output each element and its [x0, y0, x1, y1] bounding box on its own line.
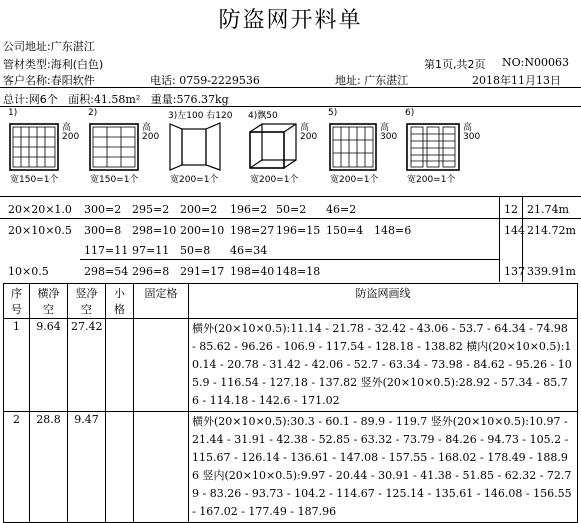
net-grid-drawing — [328, 110, 406, 180]
cut-item: 117=11 — [84, 244, 129, 257]
cut-item: 200=10 — [180, 224, 225, 237]
material-count: 12 — [504, 203, 518, 216]
summary-line — [3, 91, 229, 107]
v-clearance: 9.47 — [68, 412, 106, 523]
figure-caption: 宽200=1个 — [250, 175, 299, 185]
cut-item: 300=8 — [84, 224, 122, 237]
material-label: 管材类型: — [3, 58, 51, 71]
cut-item: 296=8 — [132, 265, 170, 278]
order-date: 2018年11月13日 — [472, 74, 561, 87]
customer-phone — [150, 72, 260, 88]
cut-item: 200=2 — [180, 203, 218, 216]
net-figure-2 — [88, 108, 166, 185]
order-number: NO:N00063 — [502, 56, 569, 69]
weight-label: 重量: — [150, 93, 177, 106]
cut-item: 298=54 — [84, 265, 129, 278]
column-header: 序号 — [4, 284, 30, 319]
cut-item: 97=11 — [132, 244, 170, 257]
cut-item: 196=15 — [276, 224, 321, 237]
figure-extra: 左100 右120 — [177, 111, 233, 121]
column-header: 小格 — [106, 284, 134, 319]
figure-number-text: 4) — [248, 111, 258, 121]
figure-height: 高200 — [62, 123, 80, 142]
net-figure-1 — [8, 108, 86, 185]
net-grid-drawing — [405, 110, 485, 180]
cut-item: 298=10 — [132, 224, 177, 237]
divider — [80, 259, 500, 260]
net-figure-3 — [168, 110, 246, 185]
address-label: 公司地址: — [3, 40, 51, 53]
figure-caption: 宽200=1个 — [170, 175, 219, 185]
figure-height: 高300 — [463, 123, 481, 142]
row-number: 1 — [4, 319, 30, 412]
material-length: 339.91m — [527, 265, 576, 278]
area-label: 面积: — [68, 93, 94, 106]
material-length: 214.72m — [527, 224, 576, 237]
address-value: 广东湛江 — [50, 40, 95, 53]
table-row — [4, 412, 578, 523]
customer-address — [335, 72, 408, 88]
net-bay-drawing — [168, 110, 246, 180]
area-value: 41.58m² — [93, 93, 141, 106]
figure-extra: 飘50 — [257, 111, 278, 121]
cut-item: 198=40 — [230, 265, 275, 278]
document-title: 防盗网开料单 — [218, 8, 363, 33]
net-figure-6 — [405, 108, 485, 185]
figure-height: 高200 — [142, 123, 160, 142]
addr2-label: 地址: — [335, 74, 361, 87]
figure-height: 高300 — [380, 123, 398, 142]
cut-item: 50=8 — [180, 244, 211, 257]
figure-number: 6) — [405, 108, 415, 118]
h-clearance: 9.64 — [30, 319, 68, 412]
phone-label: 电话: — [150, 74, 176, 87]
customer-label: 客户名称: — [3, 74, 51, 87]
divider — [0, 106, 581, 107]
column-header: 固定格 — [134, 284, 189, 319]
divider — [0, 196, 581, 197]
customer-value: 春阳软件 — [50, 74, 95, 87]
figure-caption: 宽150=1个 — [10, 175, 59, 185]
cut-item: 198=27 — [230, 224, 275, 237]
column-header: 防盗网画线 — [189, 284, 578, 319]
column-divider — [499, 196, 500, 282]
total-label: 总计: — [3, 93, 29, 106]
material-value: 海利(白色) — [50, 58, 104, 71]
customer-name — [3, 72, 95, 88]
cut-detail-table — [3, 283, 578, 523]
h-clearance: 28.8 — [30, 412, 68, 523]
cut-item: 300=2 — [84, 203, 122, 216]
figure-number: 1) — [8, 108, 18, 118]
cut-item: 148=18 — [276, 265, 321, 278]
table-header-row — [4, 284, 578, 319]
weight-value: 576.37kg — [176, 93, 229, 106]
figure-height: 高200 — [300, 123, 318, 142]
divider — [0, 218, 581, 219]
company-address — [3, 38, 95, 54]
small-grid — [106, 412, 134, 523]
fixed-grid — [134, 412, 189, 523]
net-grid-drawing — [8, 110, 86, 180]
column-header: 横净空 — [30, 284, 68, 319]
material-length: 21.74m — [527, 203, 569, 216]
figure-caption: 宽150=1个 — [90, 175, 139, 185]
cut-item: 196=2 — [230, 203, 268, 216]
v-clearance: 27.42 — [68, 319, 106, 412]
addr2-value: 广东湛江 — [364, 74, 409, 87]
phone-value: 0759-2229536 — [179, 74, 260, 87]
net-grid-drawing — [88, 110, 166, 180]
material-count: 137 — [504, 265, 525, 278]
figure-number: 2) — [88, 108, 98, 118]
material-spec: 10×0.5 — [8, 265, 49, 278]
cut-item: 50=2 — [276, 203, 307, 216]
table-row — [4, 319, 578, 412]
small-grid — [106, 319, 134, 412]
figure-caption: 宽200=1个 — [330, 175, 379, 185]
cut-item: 46=34 — [230, 244, 268, 257]
column-header: 竖净空 — [68, 284, 106, 319]
divider — [0, 87, 581, 88]
page-info: 第1页,共2页 — [424, 58, 486, 71]
fixed-grid — [134, 319, 189, 412]
marking-lines: 横外(20×10×0.5):11.14 - 21.78 - 32.42 - 43.06 - 53.7 - 64.34 - 74.98 - 85.62 - 96.26 - 106.9 - 117.54 - 128.18 - 138.82 横内(20×10×0.5):10.14 - 20.78 - 31.42 - 42.06 - 52.7 - 63.34 - 73.98 - 84.62 - 95.26 - 105.9 - 116.54 - 127.18 - 137.82 竖外(20×10×0.5):28.92 - 57.34 - 85.76 - 114.18 - 142.6 - 171.02 — [189, 319, 578, 412]
marking-lines: 横外(20×10×0.5):30.3 - 60.1 - 89.9 - 119.7 竖外(20×10×0.5):10.97 - 21.44 - 31.91 - 42.38 - 52.85 - 63.32 - 73.79 - 84.26 - 94.73 - 105.2 - 115.67 - 126.14 - 136.61 - 147.08 - 157.55 - 168.02 - 178.49 - 188.96 竖内(20×10×0.5):9.97 - 20.44 - 30.91 - 41.38 - 51.85 - 62.32 - 72.79 - 83.26 - 93.73 - 104.2 - 114.67 - 125.14 - 135.61 - 146.08 - 156.55 - 167.02 - 177.49 - 187.96 — [189, 412, 578, 523]
cut-item: 295=2 — [132, 203, 170, 216]
net-figure-5 — [328, 108, 406, 185]
material-spec: 20×10×0.5 — [8, 224, 72, 237]
cut-item: 291=17 — [180, 265, 225, 278]
cut-item: 150=4 — [326, 224, 364, 237]
figure-number-text: 3) — [168, 111, 178, 121]
net-figure-4 — [248, 110, 326, 185]
cut-item: 148=6 — [374, 224, 412, 237]
material-type — [3, 56, 103, 72]
cut-item: 46=2 — [326, 203, 357, 216]
row-number: 2 — [4, 412, 30, 523]
material-count: 144 — [504, 224, 525, 237]
figure-caption: 宽200=1个 — [407, 175, 456, 185]
material-spec: 20×20×1.0 — [8, 203, 72, 216]
total-nets: 网6个 — [28, 93, 58, 106]
figure-number: 5) — [328, 108, 338, 118]
net-box-drawing — [248, 110, 326, 180]
